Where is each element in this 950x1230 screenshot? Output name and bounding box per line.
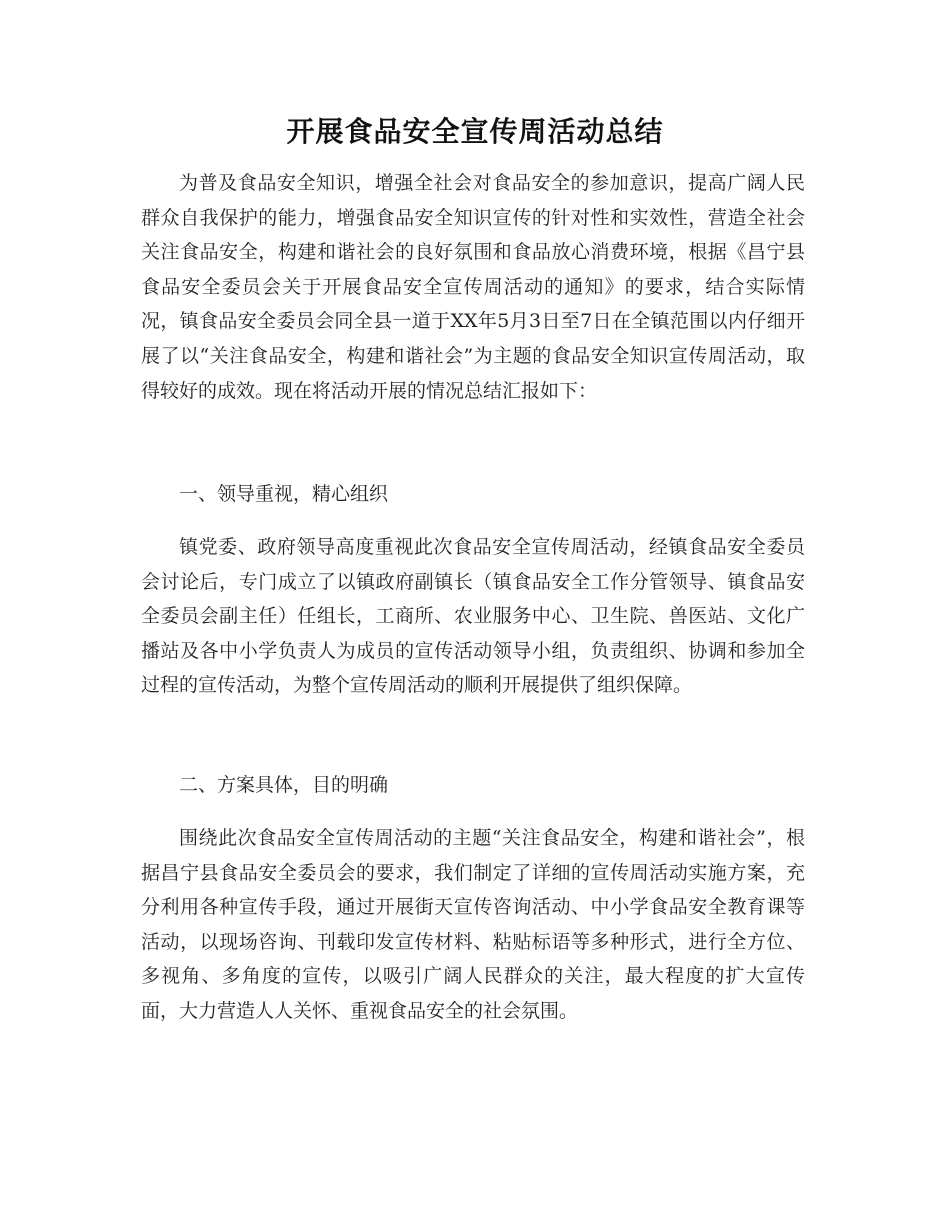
document-title: 开展食品安全宣传周活动总结 [286,115,664,148]
section-1-paragraph: 镇党委、政府领导高度重视此次食品安全宣传周活动，经镇食品安全委员会讨论后，专门成立了以镇政府副镇长（镇食品安全工作分管领导、镇食品安全委员会副主任）任组长，工商所、农业服务中心、卫生院、兽医站、文化广播站及各中小学负责人为成员的宣传活动领导小组，负责组织、协调和参加全过程的宣传活动，为整个宣传周活动的顺利开展提供了组织保障。 [141,536,805,697]
intro-paragraph: 为普及食品安全知识，增强全社会对食品安全的参加意识，提高广阔人民群众自我保护的能力，增强食品安全知识宣传的针对性和实效性，营造全社会关注食品安全，构建和谐社会的良好氛围和食品放心消费环境，根据《昌宁县食品安全委员会关于开展食品安全宣传周活动的通知》的要求，结合实际情况，镇食品安全委员会同全县一道于XX年5月3日至7日在全镇范围以内仔细开展了以“关注食品安全，构建和谐社会”为主题的食品安全知识宣传周活动，取得较好的成效。现在将活动开展的情况总结汇报如下： [141,172,805,402]
section-heading-2: 二、方案具体，目的明确 [179,774,389,796]
section-2-paragraph: 围绕此次食品安全宣传周活动的主题“关注食品安全，构建和谐社会”，根据昌宁县食品安全委员会的要求，我们制定了详细的宣传周活动实施方案，充分利用各种宣传手段，通过开展街天宣传咨询活动、中小学食品安全教育课等活动，以现场咨询、刊载印发宣传材料、粘贴标语等多种形式，进行全方位、多视角、多角度的宣传，以吸引广阔人民群众的关注，最大程度的扩大宣传面，大力营造人人关怀、重视食品安全的社会氛围。 [141,827,805,1022]
section-heading-1: 一、领导重视，精心组织 [179,483,389,505]
